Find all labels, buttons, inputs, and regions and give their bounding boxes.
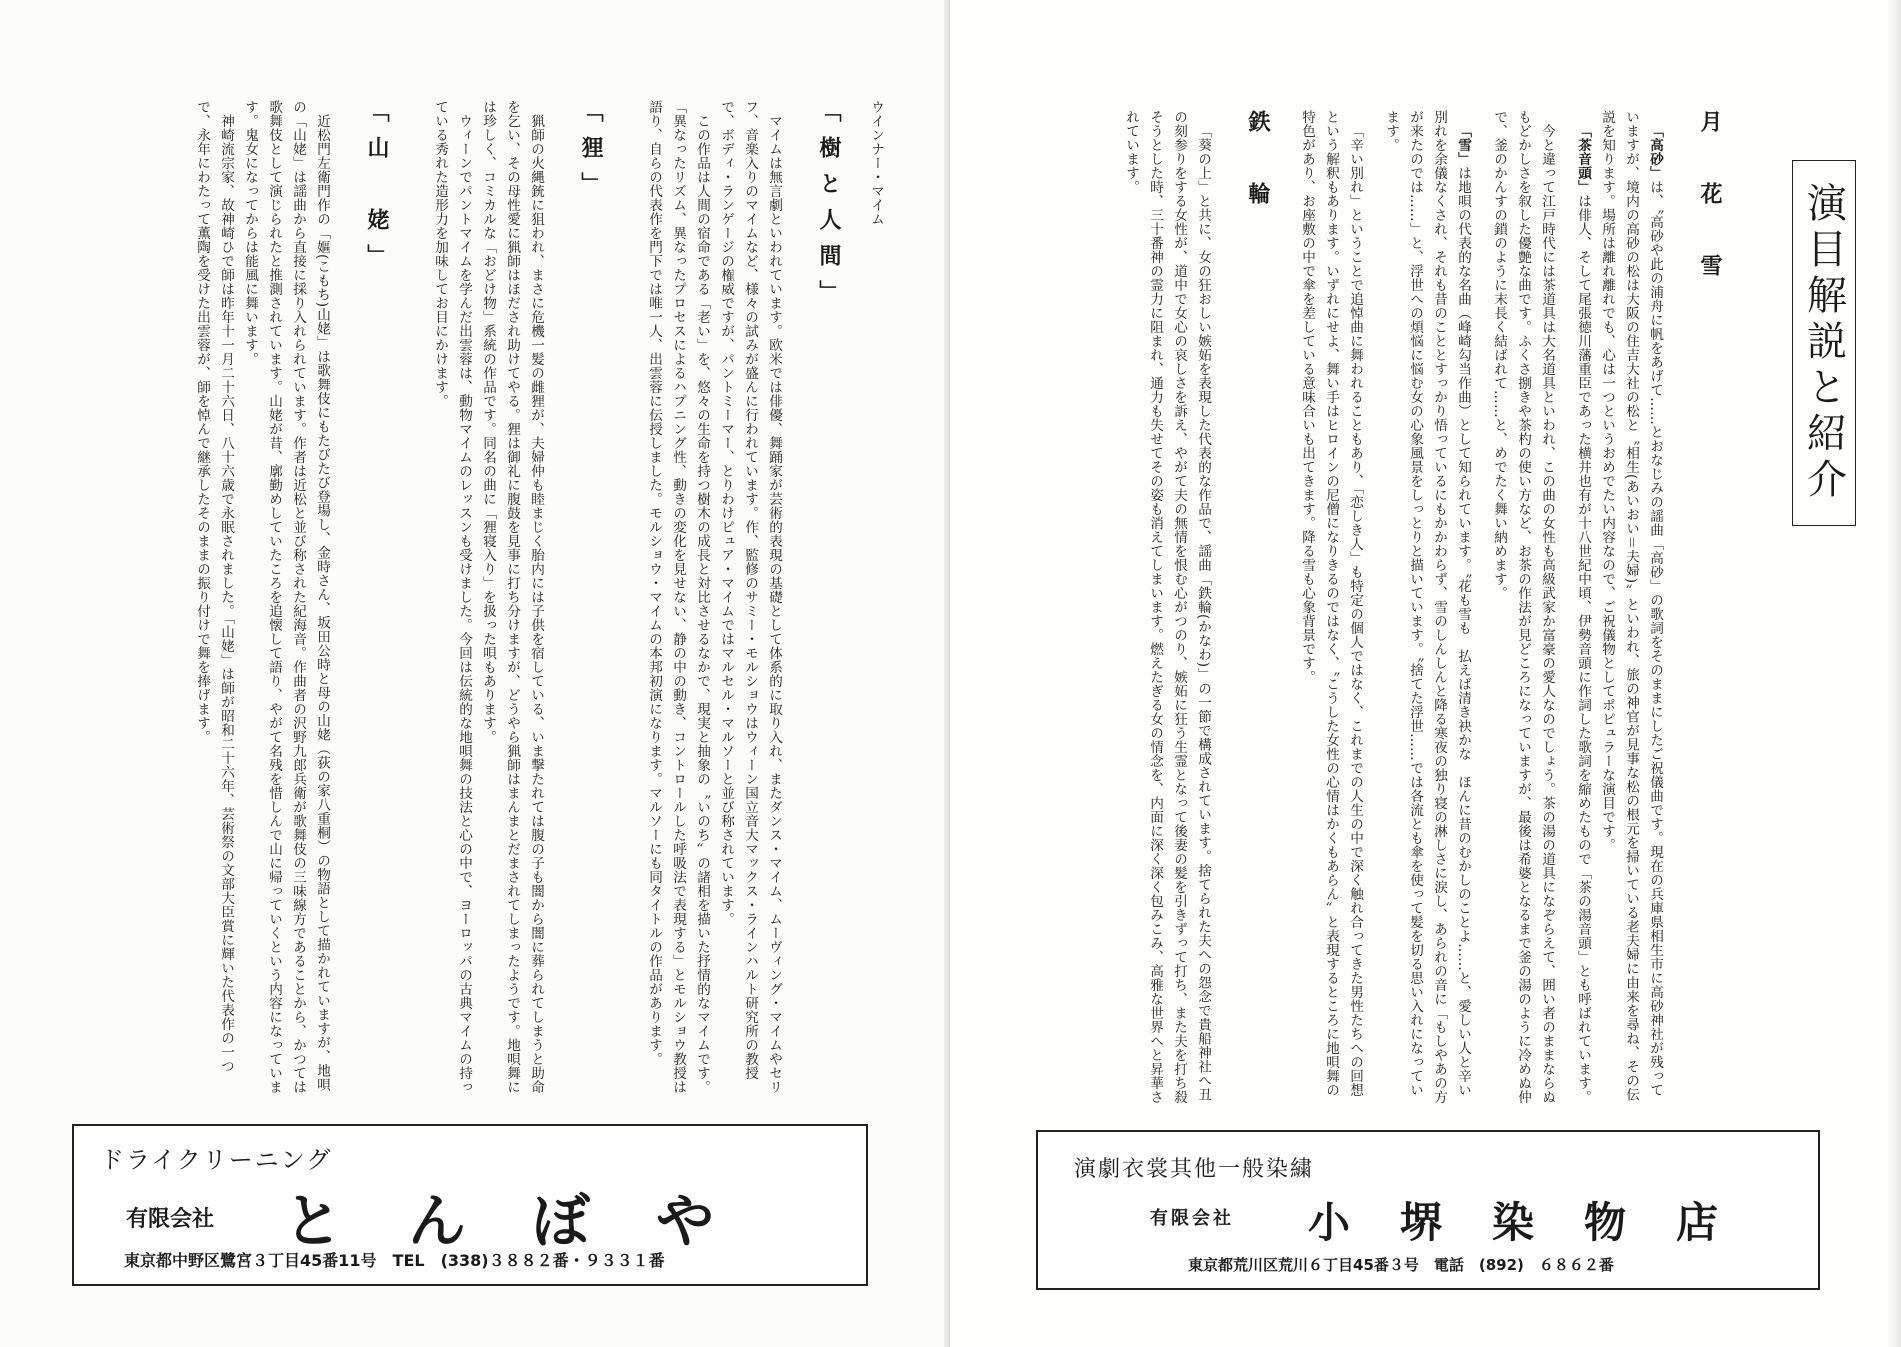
paragraph: マイムは無言劇といわれています。欧米では俳優、舞踊家が芸術的表現の基礎として体系的に取り入れ、またダンス・マイム、ムーヴィング・マイムやセリフ、音楽入りのマイムなど、様々の試みが盛んに行われています。作、監修のサミー・モルショウはウィーン国立音大マックス・ラインハルト研究所の教授で、ボディ・ランゲージの権威ですが、パントミーマー、とりわけピュア・マイムではマルセル・マルソーと並び称されています。 [718, 100, 782, 1094]
advertisement-tonboya [72, 1124, 868, 1286]
paragraph [1595, 110, 1667, 1110]
paragraph-text: は俳人、そして尾張徳川藩重臣であった横井也有が十八世紀中頃、伊勢音頭に作詞した歌詞を縮めたもので「茶の湯音頭」とも呼ばれています。 [1575, 193, 1591, 1104]
keyword: 「高砂」 [1647, 123, 1663, 180]
ad-tagline: 演劇衣裳其他一般染繍 [1074, 1157, 1315, 1182]
section-heading: 月 花 雪 [1697, 110, 1722, 290]
paragraph [1379, 110, 1475, 1110]
section-heading: 「山 姥」 [364, 100, 389, 280]
left-page [0, 0, 950, 1347]
ad-company-name: 小 堺 染 物 店 [1308, 1198, 1723, 1247]
ad-company-type: 有限会社 [126, 1207, 215, 1232]
paragraph [1571, 110, 1595, 1110]
paragraph-text: 「辛い別れ」ということで追悼曲に舞われることもあり、「恋しき人」も特定の個人ではなく、これまでの人生の中で深く触れ合ってきた男性たちへの回想という解釈もあります。いずれにせよ、舞い手はヒロインの尼僧になりきるのではなく、〝こうした女性の心情はかくもあらん〟と表現するところに地唄舞の特色があり、お座敷の中で傘を差している意味合いも出てきます。降る雪も心象背景です。 [1299, 110, 1363, 1098]
paragraph-text: は地唄の代表的な名曲（峰崎勾当作曲）として知られています。〝花も雪も 払えば清き袂かな ほんに昔のむかしのことよ……と、愛しい人と辛い別れを余儀なくされ、それも昔のこととすっかり悟っているにもかかわらず、雪のしんしんと降る寒夜の独り寝の淋しさに涙し、あられの音に「もしやあの方が来たのでは……」と、浮世への煩悩に悩む女の心象風景をしっとりと描いています。〝捨てた浮世……では各流とも傘を使って髪を切る思い入れになっています。 [1383, 110, 1471, 1104]
keyword: 「茶音頭」 [1575, 123, 1591, 194]
keyword: 「雪」 [1455, 123, 1471, 166]
paragraph [1119, 110, 1215, 1110]
ad-company-type: 有限会社 [1150, 1208, 1234, 1229]
ad-address: 東京都中野区鷺宮３丁目45番11号 TEL (338)３８８２番・９３３１番 [124, 1251, 665, 1270]
section-heading: 鉄 輪 [1245, 110, 1270, 218]
ad-address: 東京都荒川区荒川６丁目45番３号 電話 (892) ６８６２番 [1188, 1256, 1614, 1274]
paragraph-text: 今と違って江戸時代には茶道具は大名道具といわれ、この曲の女性も高級武家か富豪の愛人なのでしょう。茶の湯の道具になぞらえて、囲い者のままならぬもどかしさを叙した優艶な曲です。ふくさ捌きや茶杓の使い方など、お茶の作法が見どころになっていますが、最後は希婆となるまで釜の湯のように冷めぬ仲で、釜のかんすの鎖のように末長く結ばれて……と、めでたく舞い納めます。 [1491, 110, 1555, 1104]
right-page [950, 0, 1901, 1347]
left-page-body [58, 100, 888, 1100]
paragraph-text: 「葵の上」と共に、女の狂おしい嫉妬を表現した代表的な作品で、謡曲「鉄輪(かなわ)」の一節で構成されています。捨てられた夫への怨念で貴船神社へ丑の刻参りをする女性が、道中で女心の哀しさを訴え、やがて夫の無情を恨む心がつのり、嫉妬に狂う生霊となって後妻の髪を引きずって打ち、また夫を打ち殺そうとした時、三十番神の霊力に阻まれ、通力も失せてその姿も消えてしまいます。燃えたぎる女の情念を、内面に深く深く包みこみ、高雅な世界へと昇華されています。 [1123, 110, 1211, 1104]
section-heading: 「樹と人間」 [816, 100, 841, 316]
right-page-body [1011, 110, 1731, 1110]
intro-label: ウインナー・マイム [868, 100, 884, 226]
page-edge-shadow [1888, 0, 1901, 1347]
ad-tagline: ドライクリーニング [100, 1146, 333, 1174]
page-title: 演目解説と紹介 [1792, 160, 1856, 526]
paragraph: 猟師の火縄銃に狙われ、まさに危機一髪の雌狸が、夫婦仲も睦まじく胎内には子供を宿している、いま撃たれては腹の子も闇から闇に葬られてしまうと助命を乞い、その母性愛に猟師はほだされ助けてやる。狸は御礼に腹鼓を見事に打ち分けますが、どうやら猟師はまんまとだまされてしまったようです。地唄舞には珍しく、コミカルな「おどけ物」系統の作品です。同名の曲に「狸寝入り」を扱った唄もあります。 [480, 100, 544, 1094]
paragraph: ウィーンでパントマイムを学んだ出雲蓉は、動物マイムのレッスンも受けました。今回は伝統的な地唄舞の技法と心の中で、ヨーロッパの古典マイムの持っている秀れた造形力を加味してお目にかけます。 [432, 100, 472, 1094]
paragraph [1487, 110, 1559, 1110]
ad-company-name: と ん ぼ や [284, 1187, 719, 1255]
paragraph: 神崎流宗家、故神崎ひで師は昨年十一月二十六日、八十六歳で永眠されました。「山姥」は師が昭和二十六年、芸術祭の文部大臣賞に輝いた代表作の一つで、永年にわたって薫陶を受けた出雲蓉が、師を悼んで継承したそのままの振り付けで舞を捧げます。 [194, 100, 234, 1073]
advertisement-kosakai [1036, 1130, 1820, 1290]
paragraph-text: は、〝高砂や此の浦舟に帆をあげて……とおなじみの謡曲「高砂」の歌詞をそのままにしたご祝儀曲です。現在の兵庫県相生市に高砂神社が残っていますが、境内の高砂の松は大阪の住吉大社の松と〝相生(あいおい＝夫婦)〟といわれ、旅の神官が見事な松の根元を掃いている老夫婦に由来を尋ね、その伝説を知ります。場所は離れ離れでも、心は一つというおめでたい内容なので、ご祝儀物としてポピュラーな演目です。 [1599, 110, 1663, 1102]
paragraph [1295, 110, 1367, 1110]
section-heading: 「狸」 [578, 100, 603, 208]
paragraph: 近松門左衛門作の「嫗(こもち)山姥」は歌舞伎にもたびたび登場し、金時さん、坂田公時と母の山姥（荻の家八重桐）の物語として描かれていますが、地唄の「山姥」は謡曲から直接に採り入れられています。作者は近松と並び称された紀海音。作曲者の沢野九郎兵衛が歌舞伎の三味線方であることから、かつては歌舞伎として演じられたと推測されています。山姥が昔、廓勤めしていたころを追懐して語り、やがて名残を惜しんで山に帰っていくという内容になっています。鬼女になってからは能風に舞います。 [242, 100, 330, 1094]
paragraph: この作品は人間の宿命である「老い」を、悠々の生命を持つ樹木の成長と対比させるなかで、現実と抽象の〝いのち〟の諸相を描いた抒情的なマイムです。「異なったリズム、異なったプロセスによるハプニング性、動きの変化を見せない、静の中の動き、コントロールした呼吸法で表現する」とモルショウ教授は語り、自らの代表作を門下では唯一人、出雲蓉に伝授しました。モルショウ・マイムの本邦初演になります。マルソーにも同タイトルの作品があります。 [646, 100, 710, 1094]
